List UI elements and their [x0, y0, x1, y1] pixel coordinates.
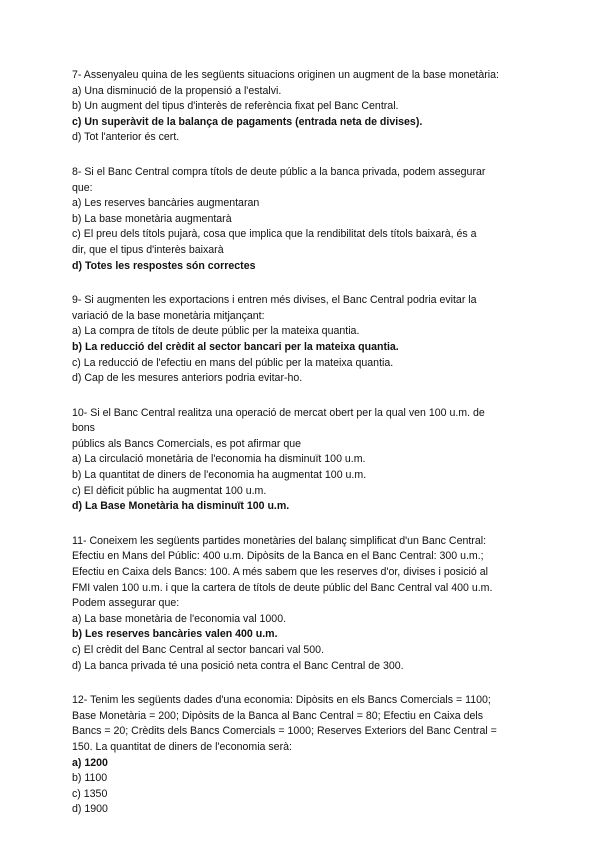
question-8-stem-line: 8- Si el Banc Central compra títols de deute públic a la banca privada, podem assegurar [72, 165, 486, 178]
question-8 [72, 165, 544, 274]
question-7-option-b: b) Un augment del tipus d'interès de referència fixat pel Banc Central. [72, 100, 399, 113]
question-11-stem-line: Podem assegurar que: [72, 597, 180, 610]
question-10-stem-line: públics als Bancs Comercials, es pot afirmar que [72, 437, 302, 450]
question-9-stem-line: 9- Si augmenten les exportacions i entren més divises, el Banc Central podria evitar la [72, 294, 477, 307]
question-9-option-c: c) La reducció de l'efectiu en mans del públic per la mateixa quantia. [72, 356, 394, 369]
question-8-option-d-correct: d) Totes les respostes són correctes [72, 259, 256, 272]
question-9-stem-line: variació de la base monetària mitjançant: [72, 309, 265, 322]
question-10-stem-line: bons [72, 422, 95, 435]
question-10-option-a: a) La circulació monetària de l'economia ha disminuït 100 u.m. [72, 453, 366, 466]
question-11-stem-line: Efectiu en Mans del Públic: 400 u.m. Dipòsits de la Banca en el Banc Central: 300 u.m.; [72, 550, 484, 563]
question-12-option-a-correct: a) 1200 [72, 756, 108, 769]
question-11 [72, 534, 544, 674]
question-7 [72, 68, 544, 146]
question-8-option-a: a) Les reserves bancàries augmentaran [72, 197, 260, 210]
question-11-stem-line: Efectiu en Caixa dels Bancs: 100. A més sabem que les reserves d'or, divises i posició al [72, 566, 488, 579]
question-12-stem-line: 150. La quantitat de diners de l'economia serà: [72, 740, 292, 753]
question-10-option-c: c) El dèficit públic ha augmentat 100 u.m. [72, 484, 267, 497]
question-8-option-c: c) El preu dels títols pujarà, cosa que implica que la rendibilitat dels títols baixarà, és a [72, 228, 477, 241]
question-7-option-c-correct: c) Un superàvit de la balança de pagaments (entrada neta de divises). [72, 115, 423, 128]
question-11-option-d: d) La banca privada té una posició neta contra el Banc Central de 300. [72, 659, 404, 672]
question-9-option-b-correct: b) La reducció del crèdit al sector bancari per la mateixa quantia. [72, 340, 399, 353]
question-7-option-d: d) Tot l'anterior és cert. [72, 131, 180, 144]
document-page [72, 68, 544, 837]
question-12 [72, 693, 544, 818]
question-9-option-d: d) Cap de les mesures anteriors podria evitar-ho. [72, 372, 303, 385]
question-12-option-d: d) 1900 [72, 803, 108, 816]
question-8-option-c-continued: dir, que el tipus d'interès baixarà [72, 243, 224, 256]
question-10-stem-line: 10- Si el Banc Central realitza una operació de mercat obert per la qual ven 100 u.m. de [72, 406, 485, 419]
question-9 [72, 293, 544, 387]
question-11-option-b-correct: b) Les reserves bancàries valen 400 u.m. [72, 628, 278, 641]
question-8-stem-line: que: [72, 181, 93, 194]
question-11-option-c: c) El crèdit del Banc Central al sector bancari val 500. [72, 644, 325, 656]
question-12-stem-line: Bancs = 20; Crèdits dels Bancs Comercials = 1000; Reserves Exteriors del Banc Central = [72, 725, 497, 738]
question-8-option-b: b) La base monetària augmentarà [72, 212, 232, 225]
question-12-option-b: b) 1100 [72, 772, 108, 785]
question-9-option-a: a) La compra de títols de deute públic per la mateixa quantia. [72, 325, 360, 338]
question-10 [72, 406, 544, 515]
question-12-option-c: c) 1350 [72, 787, 108, 800]
question-7-stem-line: 7- Assenyaleu quina de les següents situacions originen un augment de la base monetària: [72, 69, 499, 81]
question-11-stem-line: FMI valen 100 u.m. i que la cartera de títols de deute públic del Banc Central val 400 u.m. [72, 581, 493, 594]
question-11-stem-line: 11- Coneixem les següents partides monetàries del balanç simplificat d'un Banc Central: [72, 534, 487, 547]
question-11-option-a: a) La base monetària de l'economia val 1000. [72, 612, 287, 625]
question-10-option-b: b) La quantitat de diners de l'economia ha augmentat 100 u.m. [72, 469, 367, 482]
question-12-stem-line: Base Monetària = 200; Dipòsits de la Banca al Banc Central = 80; Efectiu en Caixa dels [72, 709, 484, 722]
question-12-stem-line: 12- Tenim les següents dades d'una economia: Dipòsits en els Bancs Comercials = 1100; [72, 694, 491, 707]
question-7-option-a: a) Una disminució de la propensió a l'estalvi. [72, 84, 282, 97]
question-10-option-d-correct: d) La Base Monetària ha disminuït 100 u.m. [72, 500, 290, 513]
